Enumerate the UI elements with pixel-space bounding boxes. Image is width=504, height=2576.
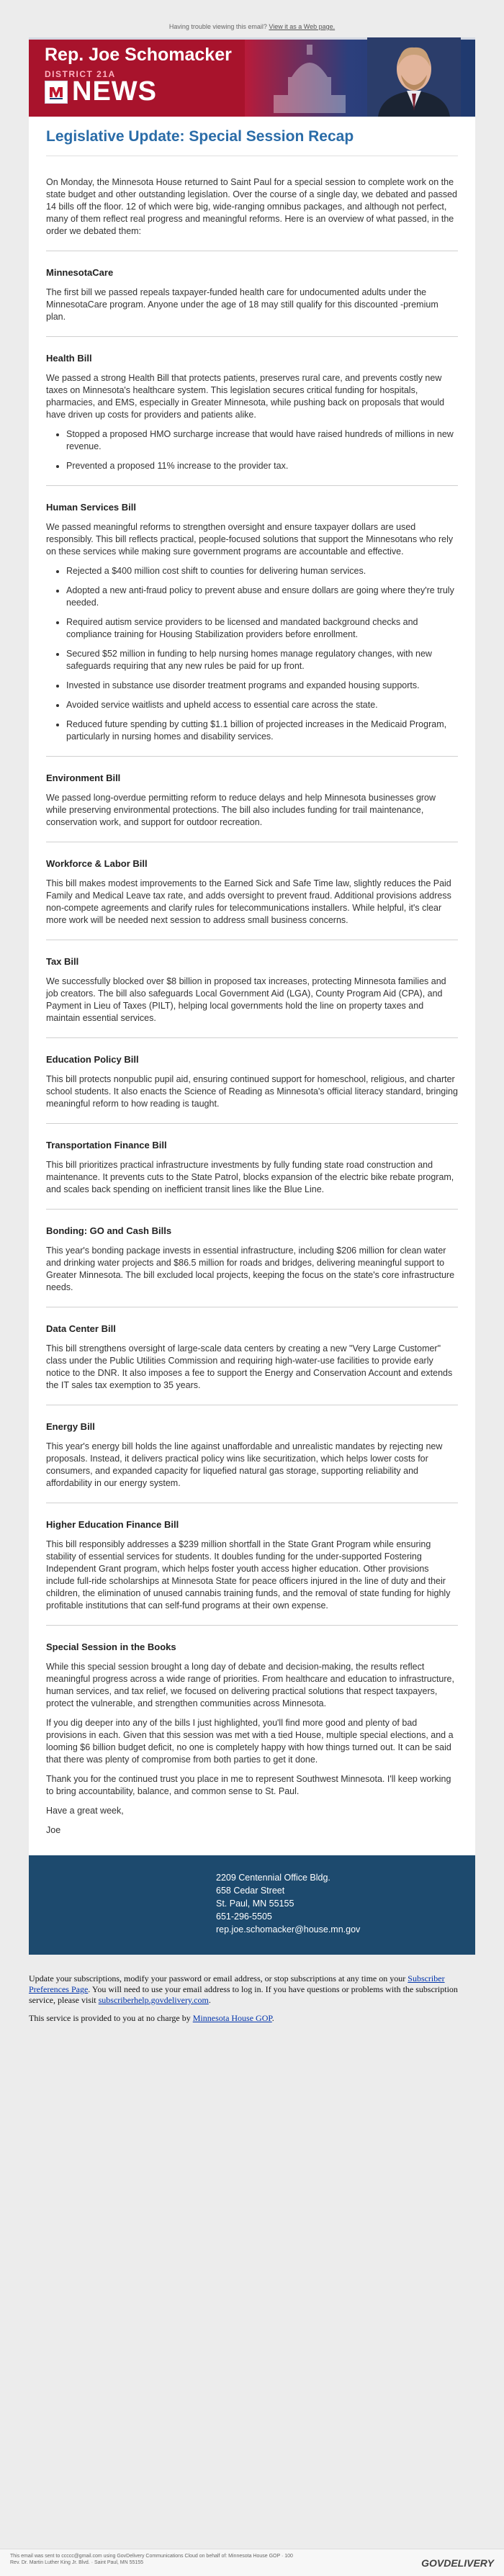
view-as-webpage-link[interactable]: View it as a Web page. — [269, 23, 336, 30]
govdelivery-notice: This email was sent to ccccc@gmail.com using GovDelivery Communications Cloud on behalf of: Minnesota House GOP · 100 Rev. Dr. Martin Luther King Jr. Blvd. · Saint Paul, MN 55155 — [10, 2554, 293, 2565]
subscriber-preferences-link[interactable]: Subscriber Preferences Page — [29, 1973, 445, 1994]
section-paragraph: We passed a strong Health Bill that protects patients, preserves rural care, and prevents costly new taxes on Minnesota's healthcare system. This legislation secures critical funding for hospitals, pharmacies, and EMS, especially in Greater Minnesota, while pushing back on proposals that would have driven up costs for providers and patients alike. — [46, 373, 445, 420]
section-bullet-item: • Required autism service providers to be licensed and mandated background checks and compliance training for Housing Stabilization providers before enrollment. — [66, 616, 458, 641]
section-paragraph: This bill strengthens oversight of large-scale data centers by creating a new "Very Large Customer" class under the Public Utilities Commission and requiring high-water-use facilities to provide early notice to the DNR. It also imposes a fee to support the Energy and Conservation Account and extends the IT sales tax exemption to 35 years. — [46, 1343, 453, 1390]
house-gop-logo-icon — [45, 81, 68, 104]
capitol-dome-icon — [266, 45, 353, 113]
subscriber-help-link[interactable]: subscriberhelp.govdelivery.com — [98, 1995, 209, 2005]
contact-block — [29, 1855, 475, 1955]
contact-address-line1: 2209 Centennial Office Bldg. — [216, 1873, 330, 1883]
section-bullet-list — [46, 428, 458, 472]
bill-section — [46, 1405, 458, 1490]
section-title: Human Services Bill — [46, 502, 136, 513]
bill-section — [46, 1037, 458, 1110]
section-bullet-item: • Stopped a proposed HMO surcharge increase that would have raised hundreds of millions in new revenue. — [66, 428, 458, 453]
banner-news-label: NEWS — [72, 76, 157, 107]
section-title: Education Policy Bill — [46, 1054, 139, 1065]
bill-section — [46, 940, 458, 1024]
contact-address-line2: 658 Cedar Street — [216, 1886, 285, 1896]
intro-paragraph: On Monday, the Minnesota House returned to Saint Paul for a special session to complete work on the state budget and other outstanding legislation. Over the course of a single day, we debated and passed 14 bills off the floor. 12 of which were big, wide-ranging omnibus packages, and although not perfect, many of them reflect real progress and meaningful reforms. Here is an overview of what passed, in the order we debated them: — [46, 177, 457, 236]
section-bullet-item: • Prevented a proposed 11% increase to the provider tax. — [66, 460, 458, 472]
section-title: Energy Bill — [46, 1421, 95, 1432]
section-title: Special Session in the Books — [46, 1641, 176, 1652]
section-paragraph: This year's energy bill holds the line against unaffordable and unrealistic mandates by rejecting new proposals. Instead, it delivers practical policy wins like securitization, which helps lower costs for consumers, and expanded capacity for liquefied natural gas storage, supporting reliability and affordability in our energy system. — [46, 1441, 443, 1488]
banner-district: DISTRICT 21A — [45, 69, 116, 79]
headline: Legislative Update: Special Session Recap — [46, 117, 458, 156]
bill-section — [46, 1503, 458, 1612]
minnesota-house-gop-link[interactable]: Minnesota House GOP — [192, 2013, 272, 2023]
section-paragraph: Thank you for the continued trust you place in me to represent Southwest Minnesota. I'll keep working to bring accountability, balance, and common sense to St. Paul. — [46, 1774, 451, 1796]
bill-section — [46, 1209, 458, 1294]
section-bullet-item: • Avoided service waitlists and upheld access to essential care across the state. — [66, 699, 458, 711]
bill-sections — [46, 251, 458, 1837]
preheader-text: Having trouble viewing this email? — [168, 23, 267, 30]
section-paragraph: We passed long-overdue permitting reform to reduce delays and help Minnesota businesses grow while preserving environmental protections. The bill also includes funding for trail maintenance, conservation work, and support for outdoor recreation. — [46, 793, 436, 827]
representative-portrait — [367, 37, 461, 117]
bill-section — [46, 251, 458, 323]
preheader — [0, 0, 504, 37]
section-bullet-item: • Rejected a $400 million cost shift to counties for delivering human services. — [66, 565, 458, 577]
section-paragraph: This bill protects nonpublic pupil aid, ensuring continued support for homeschool, religious, and charter school students. It also enacts the Science of Reading as Minnesota's official literacy standard, bringing meaningful reform to how reading is taught. — [46, 1074, 458, 1109]
bill-section — [46, 1123, 458, 1196]
govdelivery-logo[interactable]: GOVDELIVERY — [421, 2557, 494, 2569]
newsletter-banner — [29, 37, 475, 117]
section-paragraph: The first bill we passed repeals taxpayer-funded health care for undocumented adults under the MinnesotaCare program. Anyone under the age of 18 may still qualify for this discounted -premium plan. — [46, 287, 438, 322]
section-bullet-item: • Reduced future spending by cutting $1.1 billion of projected increases in the Medicaid Program, particularly in nursing homes and disability services. — [66, 719, 458, 743]
section-paragraph: We passed meaningful reforms to strengthen oversight and ensure taxpayer dollars are used responsibly. This bill reflects practical, people-focused solutions that support the Minnesotans who rely on these services while making sure government programs are accountable and effective. — [46, 522, 454, 557]
service-provider-notice: This service is provided to you at no charge by Minnesota House GOP. — [29, 2013, 274, 2023]
bill-section — [46, 485, 458, 743]
section-bullet-item: • Secured $52 million in funding to help nursing homes manage regulatory changes, with new safeguards requiring that any new rules be paid for up front. — [66, 648, 458, 672]
section-paragraph: This bill prioritizes practical infrastructure investments by fully funding state road construction and maintenance. It prevents cuts to the State Patrol, blocks expansion of the electric bike rebate program, and scales back spending on inefficient transit lines like the Blue Line. — [46, 1160, 454, 1194]
section-paragraph: While this special session brought a long day of debate and decision-making, the results reflect meaningful progress across a wide range of priorities. From healthcare and education to infrastructure, human services, and tax relief, we focused on delivering practical solutions that respect taxpayers, protect the vulnerable, and strengthen communities across Minnesota. — [46, 1662, 454, 1708]
subscription-notice: Update your subscriptions, modify your password or email address, or stop subscriptions at any time on your Subscriber Preferences Page. You will need to use your email address to log in. If you have questions or problems with the subscription service, please visit subscriberhelp.govdelivery.com. — [29, 1973, 458, 2005]
bill-section — [46, 842, 458, 927]
section-paragraph: This year's bonding package invests in essential infrastructure, including $206 million for clean water and drinking water projects and $86.5 million for roads and bridges, delivering meaningful support to Greater Minnesota. The bill excluded local projects, keeping the focus on the state's core infrastructure needs. — [46, 1246, 455, 1292]
section-title: Tax Bill — [46, 956, 79, 967]
contact-address-line3: St. Paul, MN 55155 — [216, 1899, 294, 1909]
contact-email: rep.joe.schomacker@house.mn.gov — [216, 1924, 361, 1935]
section-paragraph: Joe — [46, 1825, 61, 1835]
section-bullet-list — [46, 565, 458, 743]
section-title: Bonding: GO and Cash Bills — [46, 1225, 172, 1236]
section-paragraph: This bill responsibly addresses a $239 million shortfall in the State Grant Program while ensuring stability of essential services for students. It doubles funding for the under-supported Fostering Independent Grant program, which helps foster youth access higher education. Other provisions include full-ride scholarships at Minnesota State for peace officers injured in the line of duty and their children, the elimination of unused cannabis training funds, and the removal of state funding for highly profitable institutions that can self-fund programs at their own expense. — [46, 1539, 451, 1611]
section-title: Higher Education Finance Bill — [46, 1519, 179, 1530]
section-bullet-item: • Invested in substance use disorder treatment programs and expanded housing supports. — [66, 680, 458, 692]
bill-section — [46, 336, 458, 472]
email-card — [29, 37, 475, 1955]
section-bullet-item: • Adopted a new anti-fraud policy to prevent abuse and ensure dollars are going where they're truly needed. — [66, 585, 458, 609]
section-title: Workforce & Labor Bill — [46, 858, 148, 869]
section-title: Data Center Bill — [46, 1323, 116, 1334]
section-title: Transportation Finance Bill — [46, 1140, 167, 1150]
section-paragraph: Have a great week, — [46, 1806, 124, 1816]
banner-title: Rep. Joe Schomacker — [45, 45, 232, 65]
contact-phone: 651-296-5505 — [216, 1911, 272, 1922]
govdelivery-bar — [0, 2549, 504, 2576]
section-title: MinnesotaCare — [46, 267, 114, 278]
section-paragraph: If you dig deeper into any of the bills I just highlighted, you'll find more good and plenty of bad provisions in each. Given that this session was met with a tied House, multiple special elections, and a looming $6 billion budget deficit, no one is completely happy with how things turned out. It can be said that there was plenty of compromise from both parties to get it done. — [46, 1718, 454, 1765]
section-title: Environment Bill — [46, 773, 121, 783]
section-title: Health Bill — [46, 353, 92, 364]
section-paragraph: We successfully blocked over $8 billion in proposed tax increases, protecting Minnesota families and job creators. The bill also safeguards Local Government Aid (LGA), County Program Aid (CPA), and Payment in Lieu of Taxes (PILT), helping local governments hold the line on property taxes and maintain essential services. — [46, 976, 446, 1023]
email-content — [29, 117, 475, 1855]
bill-section — [46, 756, 458, 829]
section-paragraph: This bill makes modest improvements to the Earned Sick and Safe Time law, slightly reduces the Paid Family and Medical Leave tax rate, and adds oversight to prevent fraud. Additional provisions address non-compete agreements and clarify rules for telecommunications installers. While helpful, it's clear more work will be needed next session to address small business concerns. — [46, 878, 451, 925]
bill-section — [46, 1307, 458, 1392]
legal-footer — [29, 1955, 475, 2024]
bill-section — [46, 1625, 458, 1837]
